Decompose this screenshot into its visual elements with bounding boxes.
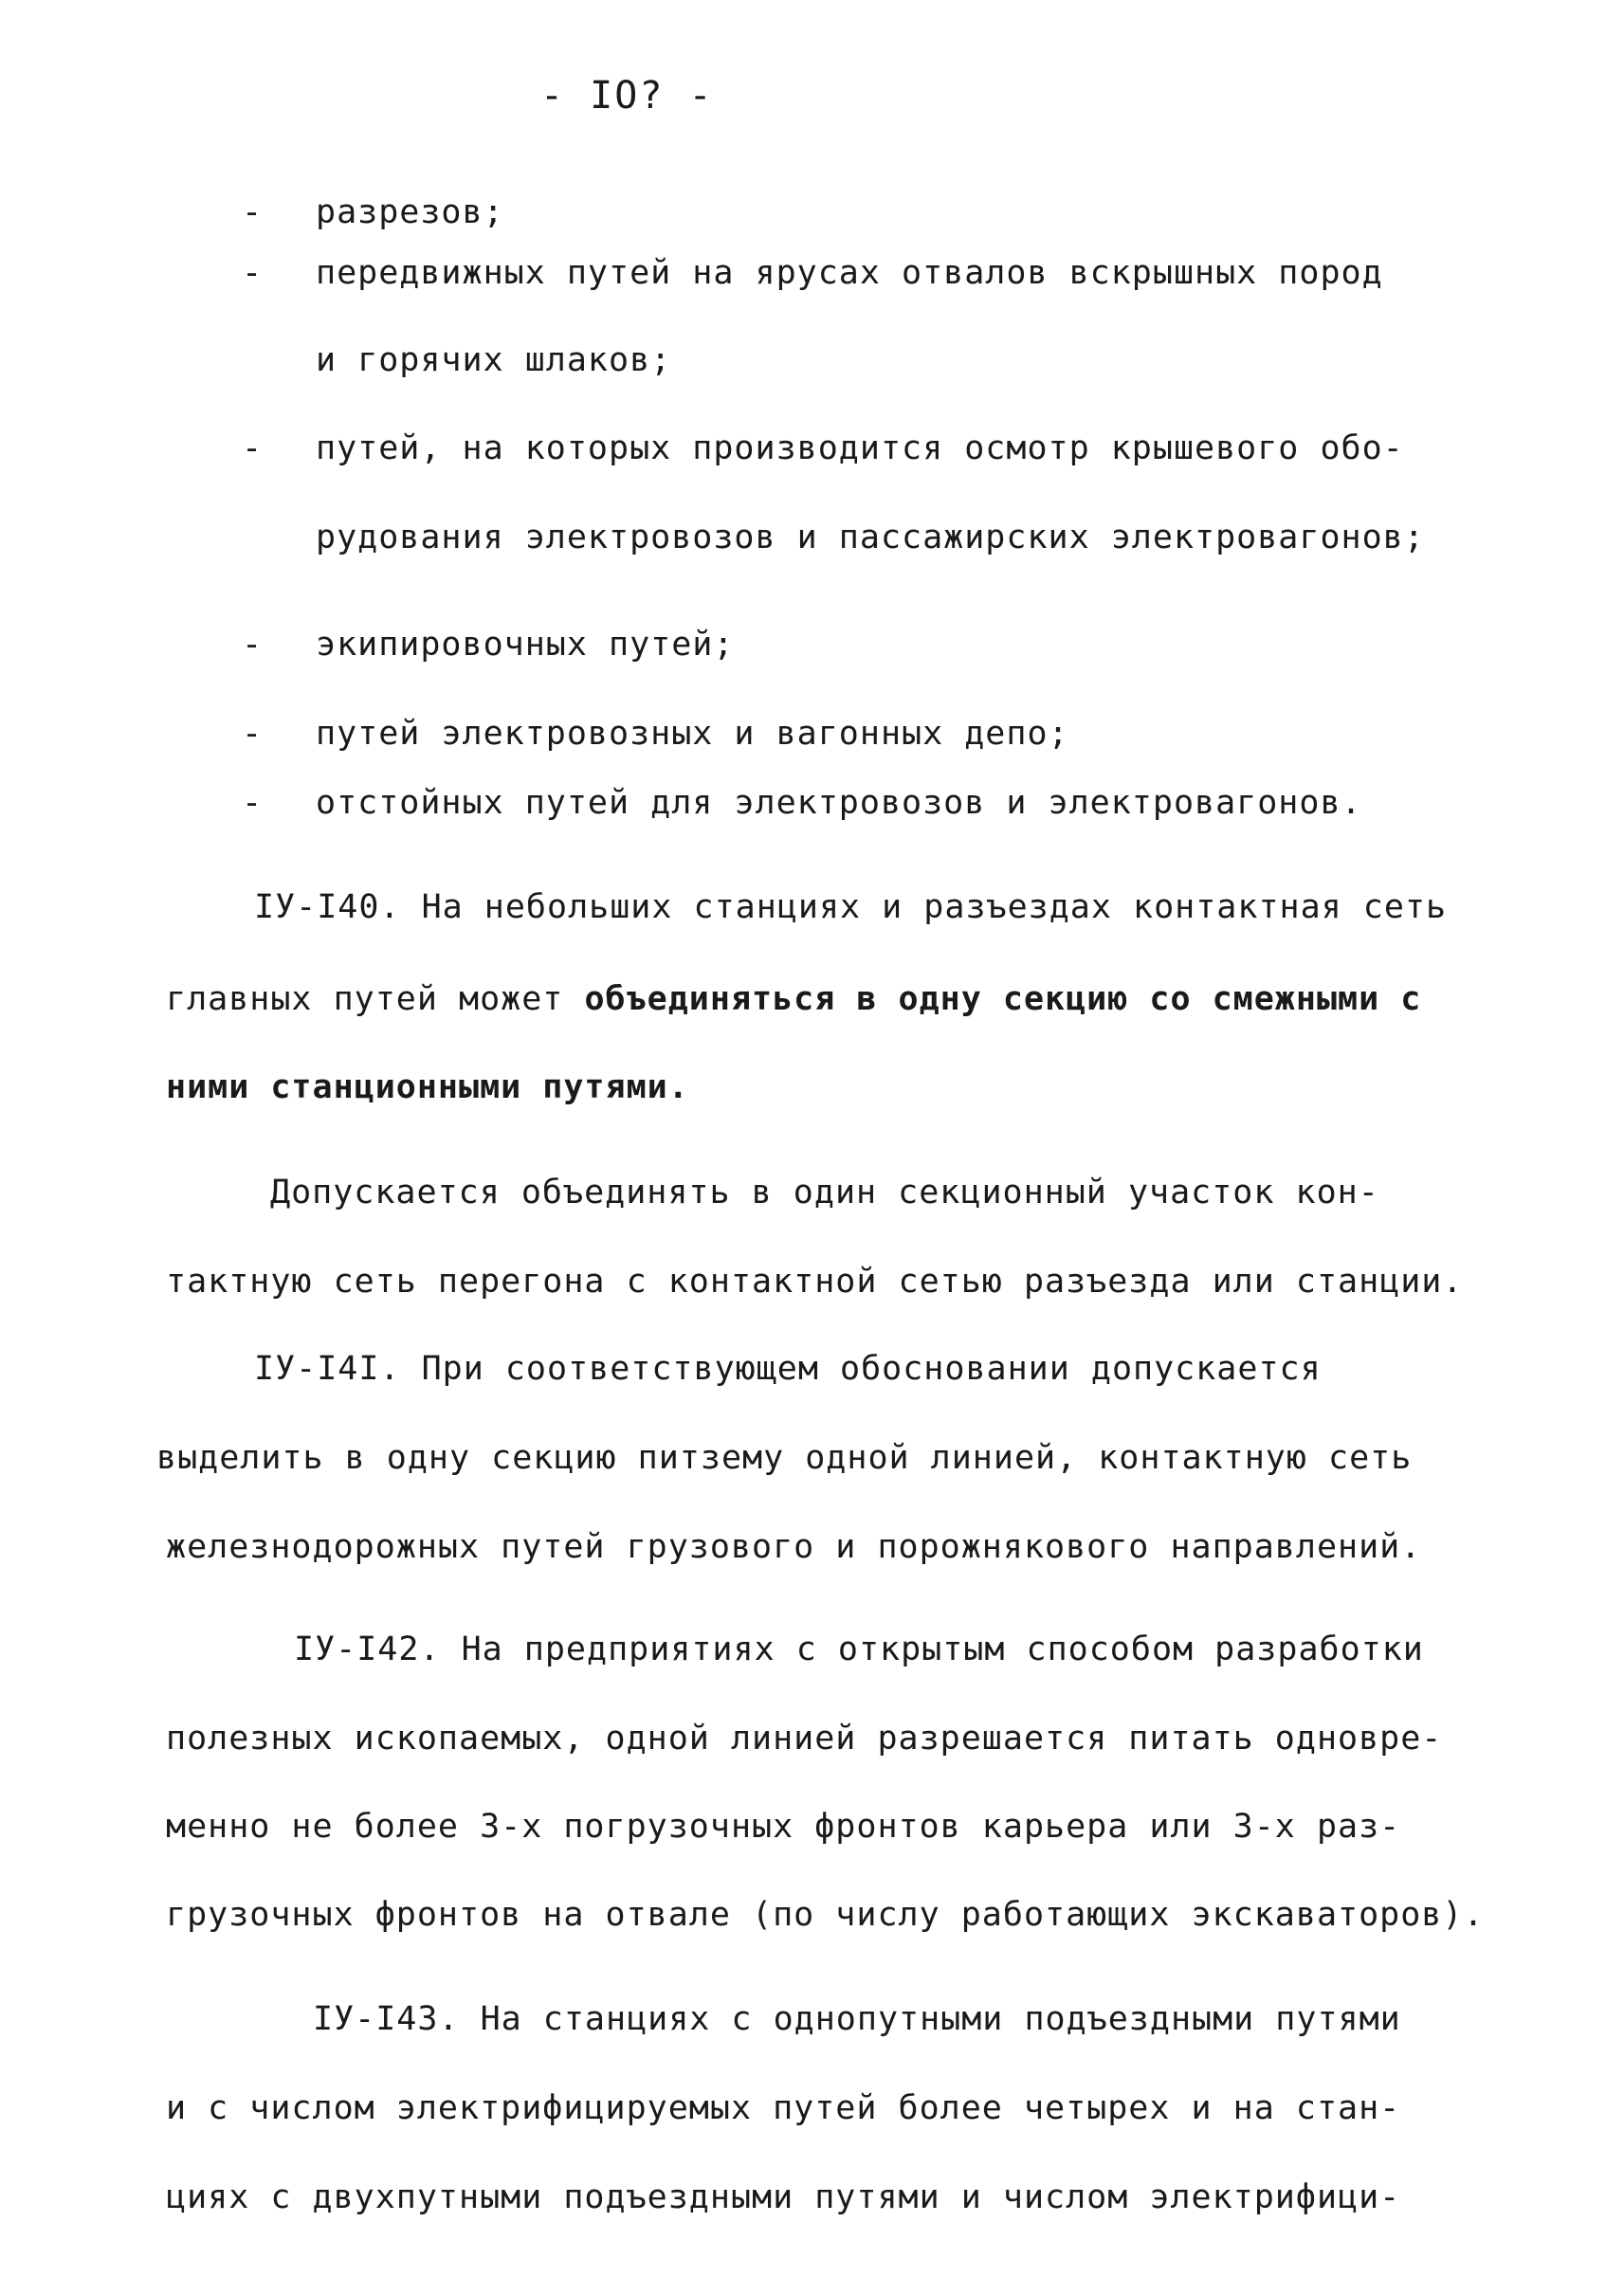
paragraph-line: IУ-I42. На предприятиях с открытым способом разработки — [294, 1630, 1424, 1668]
list-item: путей электровозных и вагонных депо; — [316, 715, 1069, 753]
paragraph-line: циях с двухпутными подъездными путями и числом электрифици- — [166, 2178, 1401, 2216]
list-item: отстойных путей для электровозов и электровагонов. — [316, 784, 1362, 822]
list-bullet: - — [242, 626, 264, 664]
list-item-continuation: и горячих шлаков; — [316, 341, 672, 379]
paragraph-bold-text: объединяться в одну секцию со смежными с — [584, 980, 1422, 1018]
page-number: - IO? - — [540, 74, 714, 118]
paragraph-line: выделить в одну секцию питзему одной линией, контактную сеть — [156, 1439, 1413, 1477]
paragraph-line: менно не более 3-х погрузочных фронтов карьера или 3-х раз- — [166, 1808, 1401, 1846]
paragraph-line: IУ-I4I. При соответствующем обосновании допускается — [254, 1350, 1322, 1388]
list-bullet: - — [242, 193, 264, 231]
list-bullet: - — [242, 784, 264, 822]
paragraph-line: Допускается объединять в один секционный участок кон- — [270, 1174, 1379, 1211]
paragraph-line: IУ-I40. На небольших станциях и разъездах контактная сеть — [254, 888, 1448, 926]
paragraph-line: полезных ископаемых, одной линией разрешается питать одновре- — [166, 1720, 1443, 1758]
list-item: передвижных путей на ярусах отвалов вскрышных пород — [316, 254, 1383, 292]
paragraph-line: и с числом электрифицируемых путей более четырех и на стан- — [166, 2089, 1401, 2127]
paragraph-line: железнодорожных путей грузового и порожнякового направлений. — [166, 1528, 1422, 1566]
paragraph-bold-line: ними станционными путями. — [166, 1068, 689, 1106]
paragraph-line: грузочных фронтов на отвале (по числу работающих экскаваторов). — [166, 1896, 1485, 1934]
list-bullet: - — [242, 254, 264, 292]
paragraph-line: тактную сеть перегона с контактной сетью разъезда или станции. — [166, 1263, 1464, 1301]
list-item: путей, на которых производится осмотр крышевого обо- — [316, 429, 1404, 467]
paragraph-text: главных путей может — [166, 980, 585, 1018]
paragraph-line — [166, 978, 1421, 1020]
paragraph-line: IУ-I43. На станциях с однопутными подъездными путями — [313, 2000, 1401, 2038]
list-bullet: - — [242, 715, 264, 753]
list-item-continuation: рудования электровозов и пассажирских электровагонов; — [316, 519, 1425, 556]
list-item: разрезов; — [316, 193, 504, 231]
list-item: экипировочных путей; — [316, 626, 735, 664]
list-bullet: - — [242, 429, 264, 467]
